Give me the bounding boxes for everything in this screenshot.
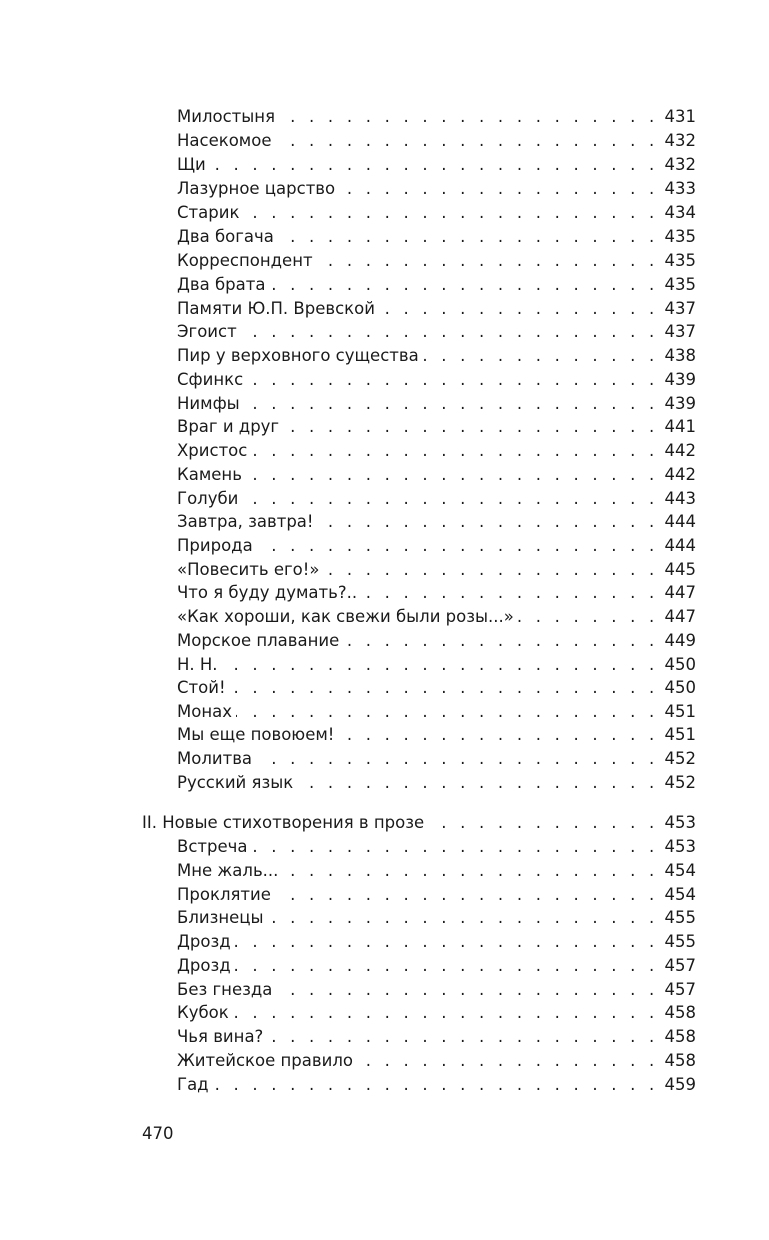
toc-entry [177,906,696,930]
toc-entry [177,153,696,177]
toc-entry-page: 458 [664,1027,696,1046]
toc-entry [177,177,696,201]
toc-entry-page: 458 [664,1051,696,1070]
toc-entry-page: 455 [664,908,696,927]
dot-leader [518,605,659,629]
dot-leader [338,723,658,747]
toc-entry-title: Щи [177,153,210,177]
dot-leader [241,320,659,344]
dot-leader [244,392,659,416]
toc-entry-title: «Как хороши, как свежи были розы...» [177,605,518,629]
toc-entry [177,487,696,511]
toc-entry-title: Два брата [177,273,269,297]
toc-entry-title: Эгоист [177,320,241,344]
toc-entry-page: 459 [664,1075,696,1094]
dot-leader [256,747,658,771]
toc-entry-title: Встреча [177,835,252,859]
toc-entry-title: Сфинкс [177,368,247,392]
dot-leader [279,105,658,129]
toc-entry-title: Молитва [177,747,256,771]
toc-entry [177,201,696,225]
toc-entry-page: 441 [664,417,696,436]
toc-entry-title: Насекомое [177,129,276,153]
dot-leader [210,153,659,177]
toc-entry [177,510,696,534]
toc-entry-title: Гад [177,1073,213,1097]
toc-entry-title: Милостыня [177,105,279,129]
toc-entry-page: 434 [664,203,696,222]
dot-leader [282,859,658,883]
toc-entry-title: Старик [177,201,243,225]
toc-entry-title: Враг и друг [177,415,283,439]
toc-entry-page: 447 [664,607,696,626]
toc-entry-page: 451 [664,702,696,721]
toc-entry-page: 444 [664,512,696,531]
toc-entry-page: 452 [664,749,696,768]
toc-entry-page: 454 [664,861,696,880]
toc-entry-page: 443 [664,489,696,508]
toc-entry-title: Памяти Ю.П. Вревской [177,297,379,321]
dot-leader [423,344,659,368]
toc-entry-title: Дрозд [177,930,235,954]
dot-leader [269,273,658,297]
toc-entry [177,273,696,297]
toc-entry [177,859,696,883]
toc-entry-page: 450 [664,678,696,697]
toc-entry-title: Мне жаль... [177,859,282,883]
dot-leader [246,463,659,487]
dot-leader [235,954,659,978]
toc-entry-title: Что я буду думать?.. [177,581,361,605]
dot-leader [230,676,659,700]
dot-leader [361,581,658,605]
toc-entry [177,771,696,795]
toc-entry-page: 452 [664,773,696,792]
toc-entry-page: 435 [664,251,696,270]
dot-leader [233,1001,659,1025]
toc-entry-title: Близнецы [177,906,268,930]
dot-leader [276,978,658,1002]
toc-entry [177,1025,696,1049]
dot-leader [252,835,659,859]
toc-entry [177,1049,696,1073]
toc-entry-title: Христос [177,439,251,463]
dot-leader [242,487,658,511]
dot-leader [243,201,658,225]
toc-entry-page: 444 [664,536,696,555]
toc-entry-title: Два богача [177,225,278,249]
toc-entry [177,344,696,368]
toc-entry [177,723,696,747]
toc-entry [177,368,696,392]
toc-entry [177,1001,696,1025]
toc-entry-page: 458 [664,1003,696,1022]
toc-entry-page: 432 [664,131,696,150]
toc-entry-page: 431 [664,107,696,126]
toc-entry-page: 451 [664,725,696,744]
toc-section-heading [142,811,696,835]
dot-leader [317,249,659,273]
toc-entry-page: 449 [664,631,696,650]
toc-entry-title: Нимфы [177,392,244,416]
dot-leader [318,510,659,534]
toc-entry-page: 433 [664,179,696,198]
toc-entry [177,297,696,321]
dot-leader [278,225,659,249]
toc-entry [177,320,696,344]
dot-leader [251,439,658,463]
toc-entry-page: 447 [664,583,696,602]
toc-entry-title: Монах [177,700,236,724]
toc-entry-page: 457 [664,956,696,975]
toc-entry [177,415,696,439]
toc-entry [177,392,696,416]
toc-entry [177,747,696,771]
toc-entry [177,534,696,558]
toc-entry-page: 453 [664,837,696,856]
toc-entry-title: Корреспондент [177,249,317,273]
toc-entry-title: Проклятие [177,883,275,907]
dot-leader [247,368,658,392]
toc-entry-page: 442 [664,465,696,484]
toc-entry [177,629,696,653]
toc-entry-page: 438 [664,346,696,365]
toc-entry [177,700,696,724]
toc-entry-page: 454 [664,885,696,904]
toc-entry [177,249,696,273]
toc-entry-title: Житейское правило [177,1049,357,1073]
dot-leader [343,629,658,653]
toc-entry-title: Природа [177,534,257,558]
toc-entry-page: 450 [664,655,696,674]
toc-entry [177,463,696,487]
toc-entry-title: Голуби [177,487,242,511]
toc-entry-title: Лазурное царство [177,177,339,201]
toc-entry [177,978,696,1002]
toc-entry [177,930,696,954]
toc-entry [177,1073,696,1097]
toc-entry-title: Чья вина? [177,1025,267,1049]
toc-entry-page: 439 [664,394,696,413]
dot-leader [236,700,659,724]
toc-entry [177,581,696,605]
toc-entry [177,954,696,978]
toc-entry [177,105,696,129]
toc-entry-title: Завтра, завтра! [177,510,318,534]
dot-leader [323,558,658,582]
toc-entry-page: 439 [664,370,696,389]
dot-leader [235,930,659,954]
toc-entry-page: 437 [664,299,696,318]
toc-entry-page: 457 [664,980,696,999]
toc-entry [177,439,696,463]
toc-entry [177,653,696,677]
page-number: 470 [142,1124,174,1143]
toc-entry-page: 432 [664,155,696,174]
toc-entry [177,558,696,582]
toc-entry-title: Кубок [177,1001,233,1025]
toc-entry-page: 435 [664,275,696,294]
toc-entry-title: Стой! [177,676,230,700]
toc-entry-title: Русский язык [177,771,297,795]
dot-leader [276,129,659,153]
dot-leader [379,297,659,321]
toc-entry-title: Морское плавание [177,629,343,653]
toc-entry-title: Н. Н. [177,653,222,677]
toc-entry-title: Без гнезда [177,978,276,1002]
section-page: 453 [664,813,696,832]
toc-entry-title: Камень [177,463,246,487]
toc-entry [177,129,696,153]
dot-leader [268,906,659,930]
dot-leader [275,883,659,907]
toc-entry [177,225,696,249]
toc-entry-title: Дрозд [177,954,235,978]
toc-entry [177,883,696,907]
dot-leader [428,811,658,835]
toc-entry-title: «Повесить его!» [177,558,323,582]
dot-leader [267,1025,658,1049]
dot-leader [283,415,658,439]
toc-entry [177,835,696,859]
dot-leader [339,177,658,201]
toc-entry [177,676,696,700]
dot-leader [297,771,658,795]
toc-entry-page: 435 [664,227,696,246]
toc-entry-title: Пир у верховного существа [177,344,423,368]
toc-entry-page: 437 [664,322,696,341]
dot-leader [257,534,659,558]
dot-leader [222,653,659,677]
dot-leader [213,1073,659,1097]
toc-entry-page: 442 [664,441,696,460]
toc-entry-page: 445 [664,560,696,579]
toc-entry-title: Мы еще повоюем! [177,723,338,747]
dot-leader [357,1049,659,1073]
toc-entry-page: 455 [664,932,696,951]
toc-entry [177,605,696,629]
section-title: II. Новые стихотворения в прозе [142,811,428,835]
